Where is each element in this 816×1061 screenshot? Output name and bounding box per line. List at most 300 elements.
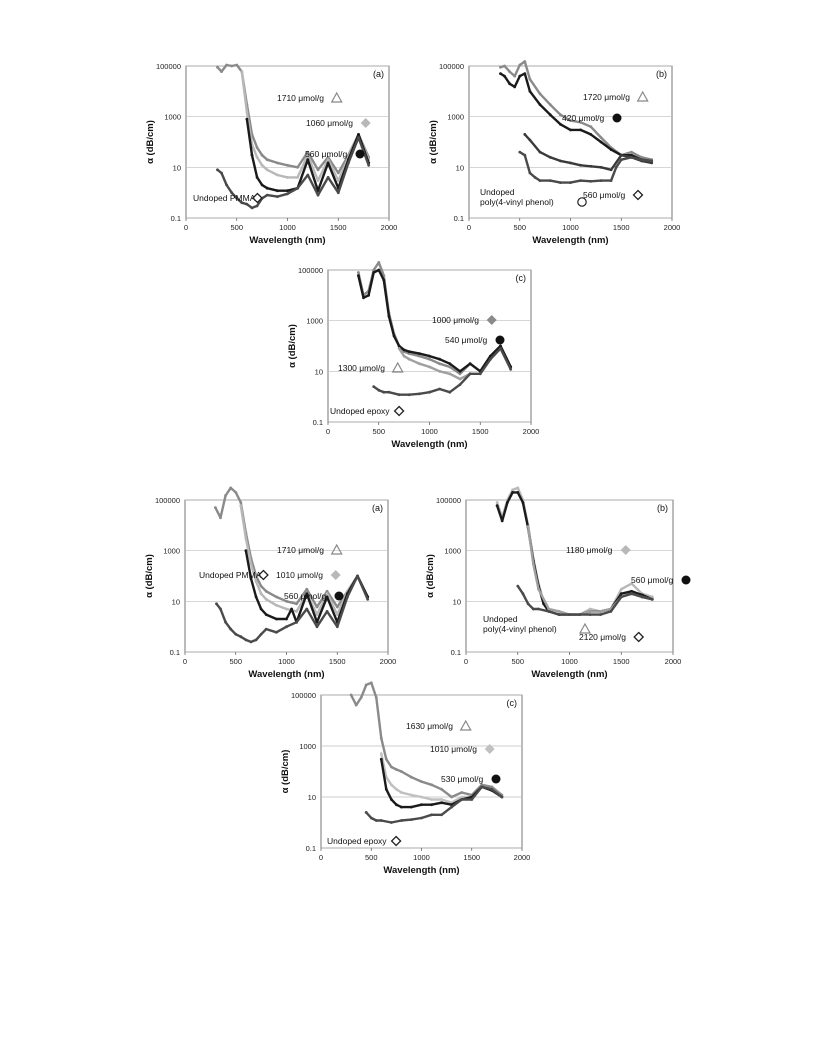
x-tick-label: 500 xyxy=(513,223,527,232)
y-tick-label: 100000 xyxy=(435,496,461,505)
y-tick-label: 1000 xyxy=(447,112,464,122)
data-point xyxy=(260,633,263,636)
data-point xyxy=(225,184,228,187)
open-diamond-marker xyxy=(392,837,401,846)
filled-circle-marker xyxy=(613,114,622,123)
y-tick-label: 10 xyxy=(314,367,323,377)
data-point xyxy=(509,368,512,371)
x-tick-label: 2000 xyxy=(379,657,397,666)
data-point xyxy=(219,608,222,611)
series-annotation: 560 μmol/g xyxy=(583,190,626,200)
data-point xyxy=(438,358,441,361)
data-point xyxy=(527,602,530,605)
data-point xyxy=(420,817,423,820)
data-point xyxy=(610,179,613,182)
filled-diamond-marker xyxy=(487,315,497,325)
x-tick-label: 2000 xyxy=(380,223,398,232)
data-point xyxy=(286,176,289,179)
data-point xyxy=(620,154,623,157)
data-point xyxy=(459,383,462,386)
data-point xyxy=(428,358,431,361)
y-tick-label: 1000 xyxy=(444,546,461,556)
data-point xyxy=(366,598,369,601)
data-point xyxy=(600,179,603,182)
data-point xyxy=(503,65,506,68)
data-point xyxy=(327,176,330,179)
data-point xyxy=(336,625,339,628)
data-point xyxy=(380,752,383,755)
data-point xyxy=(537,608,540,611)
data-point xyxy=(539,151,542,154)
data-point xyxy=(489,358,492,361)
data-point xyxy=(460,798,463,801)
x-tick-label: 500 xyxy=(364,853,378,862)
data-point xyxy=(326,610,329,613)
data-point xyxy=(377,269,380,272)
open-triangle-marker xyxy=(638,92,648,101)
data-point xyxy=(440,798,443,801)
data-point xyxy=(532,608,535,611)
data-point xyxy=(224,621,227,624)
data-point xyxy=(214,506,217,509)
filled-circle-marker xyxy=(496,336,505,345)
series-annotation: 1300 μmol/g xyxy=(338,363,385,373)
data-point xyxy=(579,164,582,167)
data-point xyxy=(600,141,603,144)
data-point xyxy=(295,602,298,605)
data-point xyxy=(296,187,299,190)
data-point xyxy=(508,82,511,85)
data-point xyxy=(377,389,380,392)
panel-label: (a) xyxy=(373,69,384,79)
data-point xyxy=(610,610,613,613)
series-annotation: 530 μmol/g xyxy=(441,774,484,784)
data-point xyxy=(285,625,288,628)
data-point xyxy=(589,125,592,128)
data-point xyxy=(256,176,259,179)
open-triangle-marker xyxy=(332,93,342,102)
data-point xyxy=(534,176,537,179)
data-point xyxy=(395,803,398,806)
data-point xyxy=(234,633,237,636)
data-point xyxy=(266,187,269,190)
data-point xyxy=(410,818,413,821)
data-point xyxy=(650,160,653,163)
series-annotation: 1010 μmol/g xyxy=(276,570,323,580)
series-annotation: 540 μmol/g xyxy=(445,335,488,345)
data-point xyxy=(365,684,368,687)
data-point xyxy=(375,696,378,699)
panel-label: (a) xyxy=(372,503,383,513)
data-point xyxy=(460,791,463,794)
data-point xyxy=(256,156,259,159)
x-tick-label: 500 xyxy=(230,223,244,232)
data-point xyxy=(459,370,462,373)
data-point xyxy=(518,151,521,154)
data-point xyxy=(296,176,299,179)
data-point xyxy=(589,180,592,183)
data-point xyxy=(569,162,572,165)
data-point xyxy=(440,801,443,804)
data-point xyxy=(615,166,618,169)
data-point xyxy=(513,75,516,78)
data-point xyxy=(523,60,526,63)
data-point xyxy=(410,776,413,779)
data-point xyxy=(225,64,228,67)
x-tick-label: 1500 xyxy=(612,657,630,666)
series-annotation: 560 μmol/g xyxy=(631,575,674,585)
data-point xyxy=(375,819,378,822)
data-point xyxy=(261,164,264,167)
x-tick-label: 1500 xyxy=(463,853,481,862)
data-point xyxy=(599,610,602,613)
x-axis-label: Wavelength (nm) xyxy=(249,235,326,246)
data-point xyxy=(370,681,373,684)
data-point xyxy=(230,65,233,68)
series-annotation: Undoped epoxy xyxy=(327,836,387,846)
data-point xyxy=(558,610,561,613)
data-point xyxy=(295,610,298,613)
x-tick-label: 0 xyxy=(183,223,189,232)
series-line-1 xyxy=(501,62,652,160)
data-point xyxy=(286,164,289,167)
x-tick-label: 2000 xyxy=(522,427,540,436)
data-point xyxy=(380,819,383,822)
data-point xyxy=(440,788,443,791)
data-point xyxy=(529,78,532,81)
data-point xyxy=(229,628,232,631)
x-tick-label: 1500 xyxy=(612,223,630,232)
data-point xyxy=(559,160,562,163)
data-point xyxy=(246,118,249,121)
data-point xyxy=(360,696,363,699)
data-point xyxy=(275,631,278,634)
series-annotation: 1060 μmol/g xyxy=(306,118,353,128)
data-point xyxy=(296,166,299,169)
data-point xyxy=(337,191,340,194)
data-point xyxy=(589,165,592,168)
data-point xyxy=(245,639,248,642)
data-point xyxy=(276,195,279,198)
data-point xyxy=(239,501,242,504)
data-point xyxy=(337,172,340,175)
x-tick-label: 1000 xyxy=(561,657,578,666)
data-point xyxy=(428,391,431,394)
data-point xyxy=(235,64,238,67)
data-point xyxy=(336,613,339,616)
data-point xyxy=(255,580,258,583)
data-point xyxy=(469,372,472,375)
open-triangle-marker xyxy=(461,721,471,730)
plot-frame xyxy=(321,695,522,848)
data-point xyxy=(506,501,509,504)
data-point xyxy=(234,491,237,494)
series-annotation: 560 μmol/g xyxy=(305,149,348,159)
data-point xyxy=(438,388,441,391)
data-point xyxy=(438,370,441,373)
data-point xyxy=(480,786,483,789)
x-tick-label: 500 xyxy=(229,657,243,666)
data-point xyxy=(390,821,393,824)
panel-label: (b) xyxy=(657,503,668,513)
x-tick-label: 500 xyxy=(372,427,386,436)
data-point xyxy=(265,613,268,616)
data-point xyxy=(367,294,370,297)
data-point xyxy=(568,613,571,616)
y-axis-label: α (dB/cm) xyxy=(425,554,436,598)
data-point xyxy=(403,355,406,358)
panel-label: (b) xyxy=(656,69,667,79)
data-point xyxy=(459,372,462,375)
data-point xyxy=(398,347,401,350)
data-point xyxy=(286,192,289,195)
data-point xyxy=(630,156,633,159)
series-annotation: 1710 μmol/g xyxy=(277,545,324,555)
data-point xyxy=(285,618,288,621)
data-point xyxy=(508,70,511,73)
data-point xyxy=(418,392,421,395)
data-point xyxy=(600,166,603,169)
data-point xyxy=(246,111,249,114)
data-point xyxy=(382,279,385,282)
data-point xyxy=(246,203,249,206)
data-point xyxy=(420,780,423,783)
data-point xyxy=(255,639,258,642)
x-tick-label: 2000 xyxy=(513,853,531,862)
data-point xyxy=(388,315,391,318)
data-point xyxy=(256,205,259,208)
data-point xyxy=(569,129,572,132)
data-point xyxy=(630,592,633,595)
data-point xyxy=(336,606,339,609)
data-point xyxy=(317,179,320,182)
data-point xyxy=(215,602,218,605)
x-tick-label: 0 xyxy=(182,657,188,666)
series-annotation: 1720 μmol/g xyxy=(583,92,630,102)
data-point xyxy=(400,819,403,822)
series-annotation: Undoped xyxy=(483,614,518,624)
y-axis-label: α (dB/cm) xyxy=(280,749,291,794)
data-point xyxy=(377,261,380,264)
data-point xyxy=(499,345,502,348)
data-point xyxy=(317,168,320,171)
data-point xyxy=(275,618,278,621)
open-triangle-marker xyxy=(332,545,342,554)
data-point xyxy=(448,391,451,394)
data-point xyxy=(501,796,504,799)
data-point xyxy=(589,610,592,613)
data-point xyxy=(410,794,413,797)
data-point xyxy=(428,366,431,369)
data-point xyxy=(640,158,643,161)
x-axis-label: Wavelength (nm) xyxy=(391,439,468,450)
data-point xyxy=(390,783,393,786)
data-point xyxy=(266,168,269,171)
data-point xyxy=(219,516,222,519)
data-point xyxy=(418,352,421,355)
y-tick-label: 1000 xyxy=(299,742,316,751)
data-point xyxy=(265,598,268,601)
x-tick-label: 0 xyxy=(318,853,324,862)
data-point xyxy=(511,491,514,494)
x-tick-label: 2000 xyxy=(664,657,682,666)
data-point xyxy=(276,189,279,192)
data-point xyxy=(516,491,519,494)
data-point xyxy=(610,148,613,151)
data-point xyxy=(450,796,453,799)
figure-2-panel-2 xyxy=(425,487,691,681)
data-point xyxy=(398,393,401,396)
data-point xyxy=(388,391,391,394)
data-point xyxy=(460,796,463,799)
data-point xyxy=(245,537,248,540)
data-point xyxy=(255,596,258,599)
data-point xyxy=(316,625,319,628)
data-point xyxy=(390,798,393,801)
data-point xyxy=(589,133,592,136)
data-point xyxy=(448,372,451,375)
data-point xyxy=(523,133,526,136)
data-point xyxy=(408,350,411,353)
data-point xyxy=(630,151,633,154)
data-point xyxy=(408,393,411,396)
open-triangle-marker xyxy=(393,363,403,372)
data-point xyxy=(569,181,572,184)
data-point xyxy=(539,179,542,182)
data-point xyxy=(420,803,423,806)
data-point xyxy=(367,164,370,167)
data-point xyxy=(380,758,383,761)
data-point xyxy=(251,207,254,210)
series-annotation: 1180 μmol/g xyxy=(566,545,613,555)
series-annotation: 1710 μmol/g xyxy=(277,93,324,103)
filled-circle-marker xyxy=(682,576,691,585)
data-point xyxy=(579,129,582,132)
data-point xyxy=(265,590,268,593)
y-tick-label: 100000 xyxy=(290,691,316,700)
data-point xyxy=(501,520,504,523)
data-point xyxy=(240,70,243,73)
data-point xyxy=(529,172,532,175)
data-point xyxy=(470,798,473,801)
filled-diamond-marker xyxy=(485,744,495,754)
x-axis-label: Wavelength (nm) xyxy=(248,669,325,680)
y-axis-label: α (dB/cm) xyxy=(428,120,439,164)
data-point xyxy=(539,103,542,106)
open-diamond-marker xyxy=(634,633,643,642)
data-point xyxy=(286,189,289,192)
data-point xyxy=(459,378,462,381)
panel-label: (c) xyxy=(506,698,517,708)
data-point xyxy=(285,608,288,611)
series-annotation: 560 μmol/g xyxy=(284,591,327,601)
data-point xyxy=(469,362,472,365)
data-point xyxy=(579,179,582,182)
data-point xyxy=(403,349,406,352)
x-tick-label: 500 xyxy=(511,657,525,666)
series-annotation: 1010 μmol/g xyxy=(430,744,477,754)
y-tick-label: 0.1 xyxy=(169,648,180,657)
data-point xyxy=(620,596,623,599)
data-point xyxy=(256,146,259,149)
figure-1-panel-3 xyxy=(287,261,539,450)
data-point xyxy=(418,362,421,365)
data-point xyxy=(589,608,592,611)
data-point xyxy=(365,811,368,814)
filled-circle-marker xyxy=(492,775,501,784)
y-axis-label: α (dB/cm) xyxy=(287,324,298,368)
data-point xyxy=(357,133,360,136)
data-point xyxy=(239,504,242,507)
y-tick-label: 100000 xyxy=(155,62,181,71)
data-point xyxy=(356,575,359,578)
data-point xyxy=(620,592,623,595)
data-point xyxy=(516,487,519,490)
y-tick-label: 0.1 xyxy=(450,648,461,657)
data-point xyxy=(276,162,279,165)
data-point xyxy=(430,798,433,801)
data-point xyxy=(558,613,561,616)
data-point xyxy=(295,621,298,624)
data-point xyxy=(229,487,232,490)
data-point xyxy=(408,358,411,361)
data-point xyxy=(559,123,562,126)
data-point xyxy=(385,788,388,791)
data-point xyxy=(438,362,441,365)
data-point xyxy=(316,606,319,609)
panel-label: (c) xyxy=(515,273,526,283)
data-point xyxy=(260,585,263,588)
filled-diamond-marker xyxy=(361,118,371,128)
data-point xyxy=(395,788,398,791)
series-annotation: Undoped PMMA xyxy=(199,570,262,580)
data-point xyxy=(589,613,592,616)
data-point xyxy=(400,791,403,794)
series-annotation: Undoped xyxy=(480,187,515,197)
data-point xyxy=(250,563,253,566)
data-point xyxy=(516,585,519,588)
data-point xyxy=(216,66,219,69)
series-annotation: 1000 μmol/g xyxy=(432,315,479,325)
data-point xyxy=(261,154,264,157)
data-point xyxy=(266,194,269,197)
filled-diamond-marker xyxy=(331,570,341,580)
data-point xyxy=(479,372,482,375)
data-point xyxy=(420,796,423,799)
y-tick-label: 100000 xyxy=(438,62,464,71)
x-axis-label: Wavelength (nm) xyxy=(383,865,460,876)
series-annotation: 420 μmol/g xyxy=(562,113,605,123)
data-point xyxy=(395,768,398,771)
series-annotation: Undoped PMMA xyxy=(193,193,256,203)
data-point xyxy=(260,592,263,595)
data-point xyxy=(430,783,433,786)
data-point xyxy=(316,613,319,616)
data-point xyxy=(630,590,633,593)
data-point xyxy=(620,588,623,591)
data-point xyxy=(380,737,383,740)
data-point xyxy=(620,158,623,161)
data-point xyxy=(499,66,502,69)
x-tick-label: 0 xyxy=(325,427,331,436)
data-point xyxy=(327,162,330,165)
data-point xyxy=(370,817,373,820)
y-tick-label: 10 xyxy=(307,793,316,802)
x-tick-label: 1000 xyxy=(421,427,438,436)
data-point xyxy=(491,788,494,791)
data-point xyxy=(529,139,532,142)
series-annotation: 1630 μmol/g xyxy=(406,721,453,731)
